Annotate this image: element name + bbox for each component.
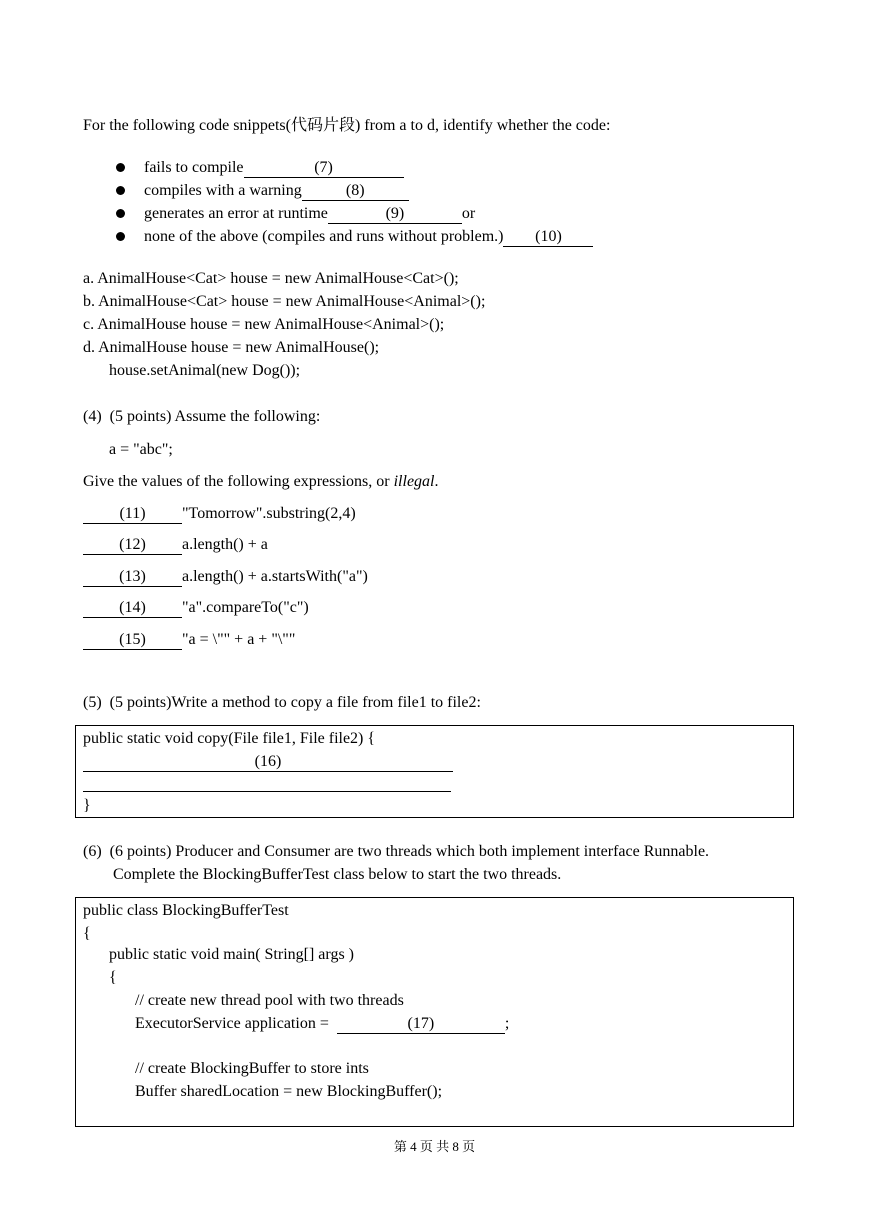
answer-blank-14[interactable]: (14) bbox=[83, 599, 182, 618]
answer-blank-11[interactable]: (11) bbox=[83, 505, 182, 524]
bullet-icon bbox=[116, 232, 125, 241]
q5-signature: public static void copy(File file1, File file2) { bbox=[83, 730, 376, 747]
answer-blank-17[interactable]: (17) bbox=[337, 1015, 505, 1034]
q4-expr: "a".compareTo("c") bbox=[182, 599, 309, 616]
bullet-item-runtime bbox=[144, 204, 475, 224]
q4-expr: "Tomorrow".substring(2,4) bbox=[182, 505, 356, 522]
bullet-text: fails to compile bbox=[144, 159, 244, 176]
answer-blank-15[interactable]: (15) bbox=[83, 631, 182, 650]
answer-blank-13[interactable]: (13) bbox=[83, 568, 182, 587]
q4-prompt bbox=[83, 472, 439, 492]
bullet-suffix: or bbox=[461, 205, 476, 222]
q4-prompt-text: Give the values of the following expressions, or bbox=[83, 473, 394, 490]
q4-assign: a = "abc"; bbox=[109, 441, 173, 458]
q4-item-15 bbox=[83, 630, 295, 650]
page-footer: 第 4 页 共 8 页 bbox=[393, 1139, 476, 1154]
q4-prompt-end: . bbox=[434, 473, 439, 490]
code-line-main: public static void main( String[] args ) bbox=[109, 946, 354, 963]
bullet-text: compiles with a warning bbox=[144, 182, 302, 199]
intro-text: For the following code snippets(代码片段) from a to d, identify whether the code: bbox=[83, 117, 611, 134]
q5-answer-line-1 bbox=[83, 752, 453, 772]
answer-blank-8[interactable]: (8) bbox=[302, 182, 409, 201]
bullet-item-compile bbox=[144, 158, 404, 178]
q6-code-box bbox=[75, 897, 794, 1127]
bullet-text: none of the above (compiles and runs without problem.) bbox=[144, 228, 504, 245]
code-line-comment-buffer: // create BlockingBuffer to store ints bbox=[135, 1060, 369, 1077]
answer-blank-9[interactable]: (9) bbox=[328, 205, 462, 224]
code-line-brace-open: { bbox=[83, 925, 91, 942]
q4-prompt-italic: illegal bbox=[393, 473, 435, 490]
answer-blank-10[interactable]: (10) bbox=[503, 228, 593, 247]
q4-expr: "a = \"" + a + "\"" bbox=[182, 631, 296, 648]
answer-blank-16[interactable]: (16) bbox=[83, 753, 453, 772]
code-line-comment-pool: // create new thread pool with two threads bbox=[135, 992, 404, 1009]
q4-expr: a.length() + a bbox=[182, 536, 268, 553]
snippet-a: a. AnimalHouse<Cat> house = new AnimalHouse<Cat>(); bbox=[83, 270, 459, 287]
code-line-class: public class BlockingBufferTest bbox=[83, 902, 289, 919]
code-executor-text: ExecutorService application = bbox=[135, 1015, 329, 1032]
code-line-main-brace: { bbox=[109, 969, 117, 986]
bullet-item-none bbox=[144, 227, 593, 247]
bullet-text: generates an error at runtime bbox=[144, 205, 328, 222]
q6-heading: (6) (6 points) Producer and Consumer are two threads which both implement interface Runnable. bbox=[83, 843, 710, 860]
q4-item-14 bbox=[83, 598, 309, 618]
q4-item-13 bbox=[83, 567, 368, 587]
answer-blank-7[interactable]: (7) bbox=[244, 159, 404, 178]
bullet-item-warning bbox=[144, 181, 409, 201]
bullet-icon bbox=[116, 209, 125, 218]
q5-close-brace: } bbox=[83, 797, 91, 814]
q4-item-12 bbox=[83, 535, 268, 555]
answer-blank-12[interactable]: (12) bbox=[83, 536, 182, 555]
code-semicolon: ; bbox=[504, 1015, 510, 1032]
snippet-c: c. AnimalHouse house = new AnimalHouse<Animal>(); bbox=[83, 316, 445, 333]
q4-item-11 bbox=[83, 504, 356, 524]
code-line-buffer: Buffer sharedLocation = new BlockingBuffer(); bbox=[135, 1083, 443, 1100]
code-line-executor bbox=[135, 1014, 509, 1034]
bullet-icon bbox=[116, 163, 125, 172]
bullet-icon bbox=[116, 186, 125, 195]
q5-heading: (5) (5 points)Write a method to copy a file from file1 to file2: bbox=[83, 694, 481, 711]
q6-heading-line2: Complete the BlockingBufferTest class below to start the two threads. bbox=[113, 866, 562, 883]
snippet-b: b. AnimalHouse<Cat> house = new AnimalHouse<Animal>(); bbox=[83, 293, 486, 310]
snippet-d-line2: house.setAnimal(new Dog()); bbox=[109, 362, 301, 379]
q4-heading: (4) (5 points) Assume the following: bbox=[83, 408, 321, 425]
q4-expr: a.length() + a.startsWith("a") bbox=[182, 568, 368, 585]
snippet-d: d. AnimalHouse house = new AnimalHouse(); bbox=[83, 339, 380, 356]
q5-answer-line-2[interactable] bbox=[83, 791, 451, 792]
q5-code-box bbox=[75, 725, 794, 818]
